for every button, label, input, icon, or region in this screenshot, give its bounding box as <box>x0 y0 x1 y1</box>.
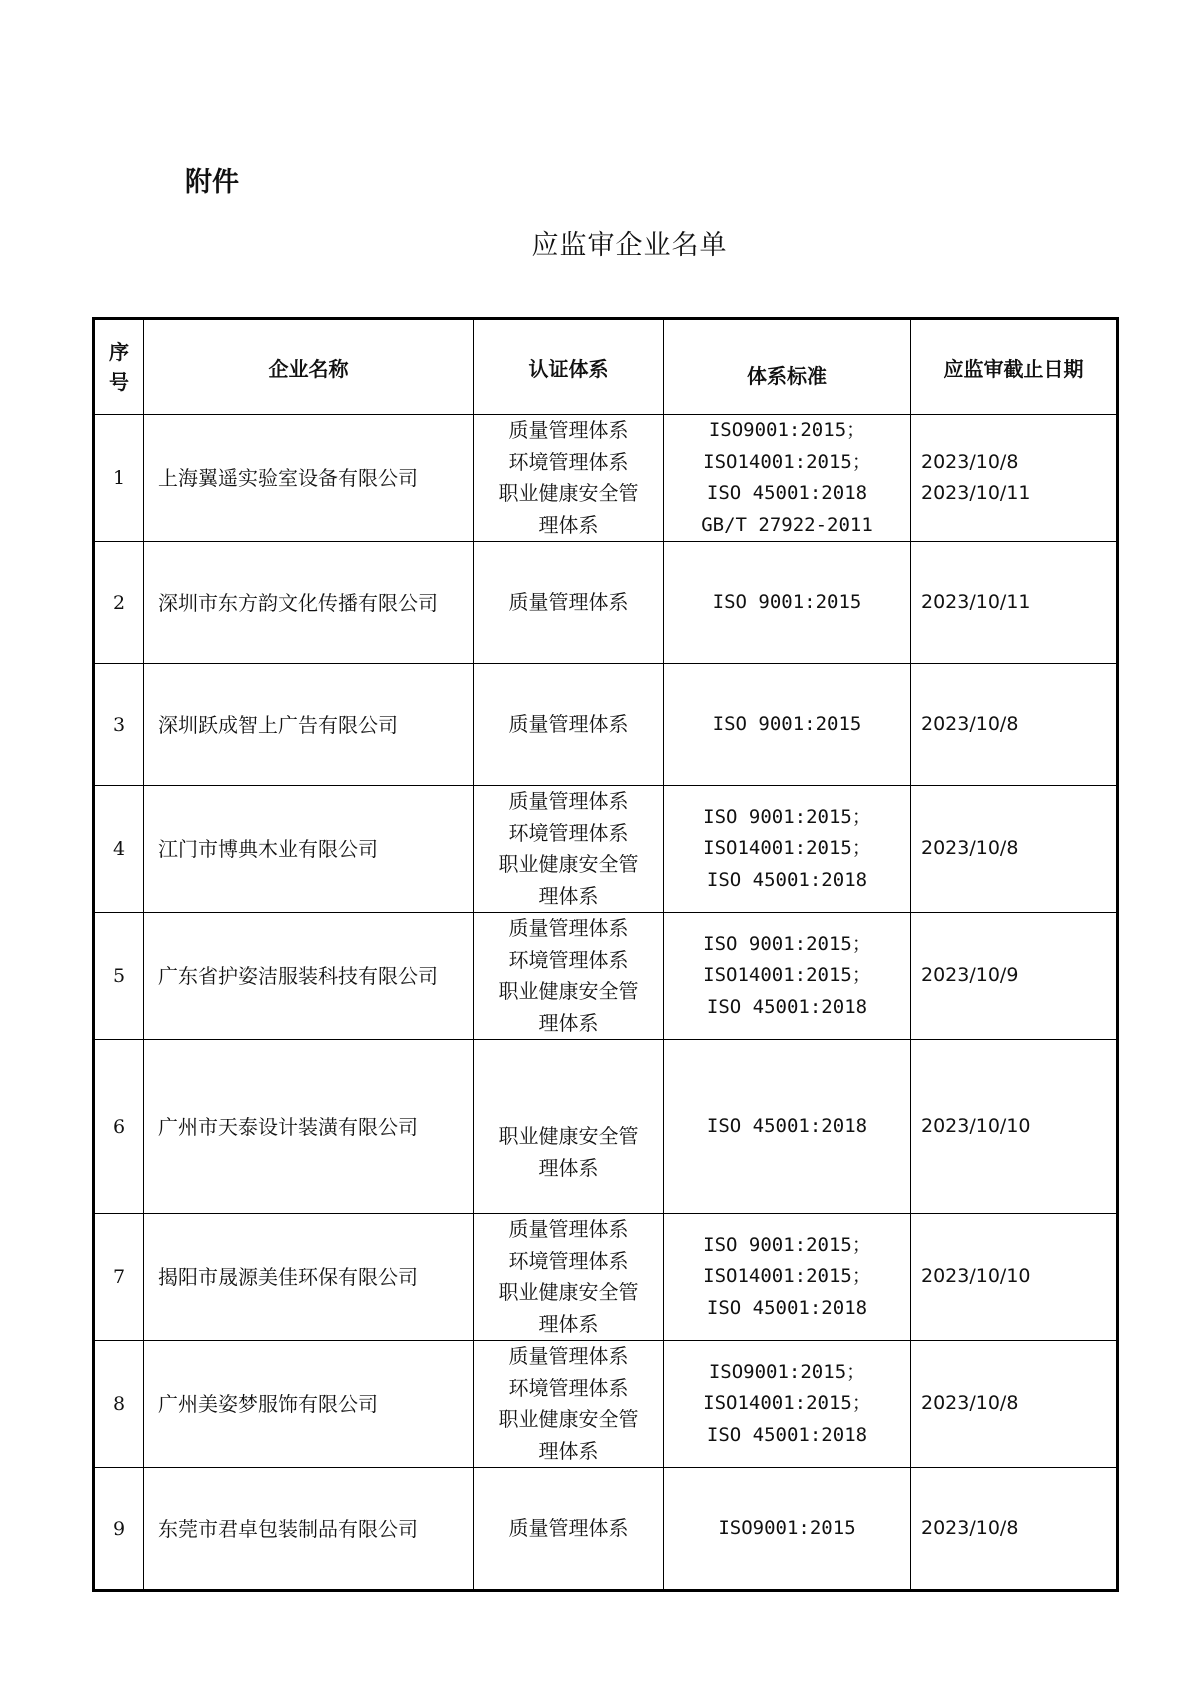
standard-line: ISO9001:2015； <box>708 419 866 441</box>
company-table-wrapper <box>92 317 1116 1592</box>
standard-line: ISO9001:2015； <box>708 1360 866 1383</box>
row-seq: 5 <box>94 913 144 1040</box>
deadline-cell <box>911 1040 1118 1214</box>
standard-line: ISO14001:2015； <box>703 837 871 860</box>
cert-system-cell <box>474 1468 664 1591</box>
standard-line: ISO 45001:2018 <box>706 482 868 504</box>
deadline-date: 2023/10/8 <box>921 450 1019 473</box>
deadline-date: 2023/10/8 <box>921 1392 1019 1415</box>
deadline-cell <box>911 1341 1118 1468</box>
cert-system-line: 质量管理体系 <box>508 418 629 442</box>
cert-system-cell <box>474 542 664 664</box>
cert-system-line: 职业健康安全管 <box>498 1124 639 1148</box>
cert-system-line: 职业健康安全管 <box>498 1407 639 1431</box>
standard-cell <box>664 664 911 786</box>
table-row <box>94 786 1118 913</box>
standard-cell <box>664 415 911 542</box>
row-seq: 1 <box>94 415 144 542</box>
cert-system-cell <box>474 1040 664 1214</box>
cert-system-line: 理体系 <box>538 1311 599 1336</box>
deadline-cell <box>911 1468 1118 1591</box>
header-system: 认证体系 <box>474 319 664 415</box>
deadline-date: 2023/10/11 <box>921 482 1031 504</box>
standard-cell <box>664 913 911 1040</box>
standard-cell <box>664 1214 911 1341</box>
page-title: 应监审企业名单 <box>531 230 728 261</box>
deadline-cell <box>911 415 1118 542</box>
row-seq: 6 <box>94 1040 144 1214</box>
deadline-date: 2023/10/8 <box>921 712 1019 735</box>
header-deadline: 应监审截止日期 <box>911 319 1118 415</box>
standard-line: ISO 9001:2015； <box>703 1233 871 1256</box>
cert-system-cell <box>474 664 664 786</box>
row-seq: 8 <box>94 1341 144 1468</box>
table-row <box>94 913 1118 1040</box>
cert-system-cell <box>474 1341 664 1468</box>
standard-line: ISO 45001:2018 <box>706 1423 868 1446</box>
cert-system-line: 质量管理体系 <box>508 789 629 813</box>
company-name: 深圳跃成智上广告有限公司 <box>144 664 474 786</box>
standard-line: ISO14001:2015； <box>703 450 871 473</box>
row-seq: 4 <box>94 786 144 913</box>
standard-cell <box>664 1341 911 1468</box>
row-seq: 7 <box>94 1214 144 1341</box>
standard-cell <box>664 786 911 913</box>
cert-system-line: 环境管理体系 <box>508 1375 629 1400</box>
standard-line: ISO 9001:2015； <box>703 805 871 828</box>
company-name: 广州市天泰设计装潢有限公司 <box>144 1040 474 1214</box>
deadline-cell <box>911 1214 1118 1341</box>
deadline-cell <box>911 786 1118 913</box>
standard-line: ISO 45001:2018 <box>706 868 868 891</box>
row-seq: 3 <box>94 664 144 786</box>
table-row <box>94 415 1118 542</box>
company-table <box>92 317 1119 1592</box>
cert-system-line: 环境管理体系 <box>508 449 629 474</box>
deadline-date: 2023/10/11 <box>921 590 1031 613</box>
company-name: 揭阳市晟源美佳环保有限公司 <box>144 1214 474 1341</box>
cert-system-line: 理体系 <box>538 1010 599 1035</box>
company-name: 深圳市东方韵文化传播有限公司 <box>144 542 474 664</box>
deadline-date: 2023/10/9 <box>921 964 1019 987</box>
deadline-date: 2023/10/10 <box>921 1265 1031 1288</box>
company-name: 广州美姿梦服饰有限公司 <box>144 1341 474 1468</box>
standard-line: ISO 9001:2015 <box>712 712 862 735</box>
deadline-date: 2023/10/10 <box>921 1114 1031 1137</box>
standard-cell <box>664 1468 911 1591</box>
header-seq-line: 号 <box>109 370 129 394</box>
standard-line: ISO 45001:2018 <box>706 995 868 1018</box>
deadline-cell <box>911 664 1118 786</box>
cert-system-line: 质量管理体系 <box>508 589 629 614</box>
table-row <box>94 1341 1118 1468</box>
header-company: 企业名称 <box>144 319 474 415</box>
table-header-row <box>94 319 1118 415</box>
cert-system-cell <box>474 786 664 913</box>
cert-system-line: 质量管理体系 <box>508 1344 629 1368</box>
table-row <box>94 542 1118 664</box>
standard-line: ISO9001:2015 <box>718 1516 856 1539</box>
cert-system-line: 理体系 <box>538 883 599 908</box>
standard-cell <box>664 1040 911 1214</box>
cert-system-line: 质量管理体系 <box>508 711 629 736</box>
cert-system-line: 理体系 <box>538 1155 599 1180</box>
cert-system-cell <box>474 913 664 1040</box>
row-seq: 9 <box>94 1468 144 1591</box>
deadline-date: 2023/10/8 <box>921 1516 1019 1539</box>
table-row <box>94 1040 1118 1214</box>
cert-system-line: 环境管理体系 <box>508 1248 629 1273</box>
company-name: 广东省护姿洁服装科技有限公司 <box>144 913 474 1040</box>
deadline-cell <box>911 542 1118 664</box>
standard-line: ISO14001:2015； <box>703 1392 871 1415</box>
standard-line: ISO 9001:2015 <box>712 590 862 613</box>
table-row <box>94 664 1118 786</box>
standard-line: ISO 45001:2018 <box>706 1114 868 1137</box>
standard-line: ISO14001:2015； <box>703 964 871 987</box>
cert-system-line: 职业健康安全管 <box>498 481 639 505</box>
header-standard: 体系标准 <box>664 319 911 415</box>
standard-line: GB/T 27922-2011 <box>701 513 873 536</box>
cert-system-line: 职业健康安全管 <box>498 1280 639 1304</box>
standard-line: ISO 9001:2015； <box>703 932 871 955</box>
cert-system-cell <box>474 415 664 542</box>
cert-system-line: 职业健康安全管 <box>498 852 639 876</box>
cert-system-line: 环境管理体系 <box>508 820 629 845</box>
header-seq-line: 序 <box>109 340 129 364</box>
header-seq <box>94 319 144 415</box>
cert-system-line: 理体系 <box>538 512 599 537</box>
row-seq: 2 <box>94 542 144 664</box>
cert-system-line: 理体系 <box>538 1438 599 1463</box>
table-row <box>94 1214 1118 1341</box>
cert-system-line: 质量管理体系 <box>508 1217 629 1241</box>
cert-system-line: 质量管理体系 <box>508 916 629 940</box>
standard-cell <box>664 542 911 664</box>
company-name: 上海翼遥实验室设备有限公司 <box>144 415 474 542</box>
company-name: 江门市博典木业有限公司 <box>144 786 474 913</box>
cert-system-line: 环境管理体系 <box>508 947 629 972</box>
cert-system-line: 职业健康安全管 <box>498 979 639 1003</box>
deadline-cell <box>911 913 1118 1040</box>
table-row <box>94 1468 1118 1591</box>
table-body <box>94 415 1118 1591</box>
attachment-label: 附件 <box>185 167 239 198</box>
cert-system-cell <box>474 1214 664 1341</box>
standard-line: ISO 45001:2018 <box>706 1296 868 1319</box>
company-name: 东莞市君卓包装制品有限公司 <box>144 1468 474 1591</box>
deadline-date: 2023/10/8 <box>921 837 1019 860</box>
standard-line: ISO14001:2015； <box>703 1265 871 1288</box>
cert-system-line: 质量管理体系 <box>508 1515 629 1540</box>
